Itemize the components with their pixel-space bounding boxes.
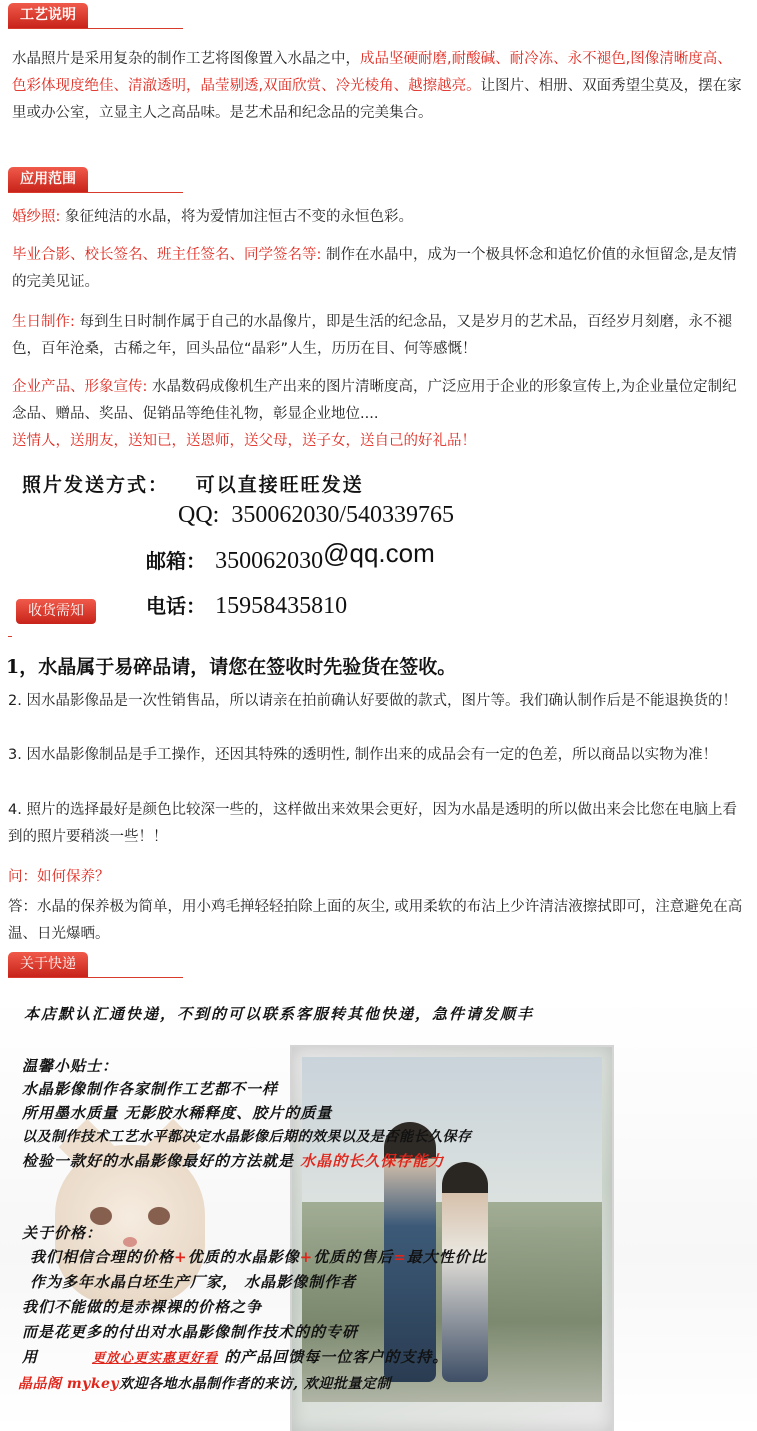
usage-divider [8, 192, 183, 193]
price-line-1 [30, 1246, 487, 1267]
express-tab: 关于快递 [8, 952, 88, 977]
tips-line: 水晶影像制作各家制作工艺都不一样 [22, 1080, 279, 1098]
mail-domain: @qq.com [323, 538, 435, 568]
qq-value: 350062030/540339765 [231, 502, 455, 528]
phone-label: 电话： [146, 594, 206, 618]
care-answer: 答：水晶的保养极为简单，用小鸡毛掸轻轻拍除上面的灰尘, 或用柔软的布沾上少许清洁液擦拭即可，注意避免在高温、日光爆晒。 [8, 899, 743, 942]
price-part: 我们相信合理的价格 [30, 1248, 175, 1266]
qq-row [178, 502, 454, 529]
notice-item-4: 4. 照片的选择最好是颜色比较深一些的，这样做出来效果会更好，因为水晶是透明的所以做出来会比您在电脑上看到的照片要稍淡一些！！ [8, 802, 737, 845]
notice-divider [8, 636, 12, 637]
price-plus: + [174, 1248, 188, 1266]
photo-person-woman [442, 1162, 488, 1382]
notice-section-header [16, 598, 96, 624]
notice-item-3: 3. 因水晶影像制品是手工操作，还因其特殊的透明性, 制作出来的成品会有一定的色差，所以商品以实物为准！ [8, 747, 718, 763]
tips-line: 所用墨水质量 无影胶水稀释度、胶片的质量 [22, 1104, 333, 1122]
usage-item-enterprise [12, 374, 743, 428]
mail-row [146, 538, 435, 575]
notice-item-2: 2. 因水晶影像品是一次性销售品，所以请亲在拍前确认好要做的款式，图片等。我们确认制作后是不能退换货的！ [8, 693, 737, 709]
craft-paragraph [12, 46, 743, 127]
usage-label: 生日制作: [12, 314, 75, 330]
use-red: 更放心更实惠更好看 [92, 1351, 219, 1366]
price-plus: + [299, 1248, 314, 1266]
price-line: 我们不能做的是赤裸裸的价格之争 [22, 1298, 263, 1316]
express-section-header [8, 951, 88, 977]
usage-text: 水晶数码成像机生产出来的图片清晰度高，广泛应用于企业的形象宣传上,为企业量位定制纪念品、赠品、奖品、促销品等绝佳礼物，彰显企业地位.... [12, 379, 737, 422]
tips-line: 以及制作技术工艺水平都决定水晶影像后期的效果以及是否能长久保存 [22, 1129, 472, 1145]
usage-item-birthday [12, 309, 743, 363]
usage-text: 象征纯洁的水晶，将为爱情加注恒古不变的永恒色彩。 [60, 209, 413, 225]
express-divider [8, 977, 183, 978]
price-line: 而是花更多的付出对水晶影像制作技术的的专研 [22, 1323, 359, 1341]
craft-tab: 工艺说明 [8, 3, 88, 28]
craft-divider [8, 28, 183, 29]
usage-section-header [8, 166, 88, 192]
craft-text-black: 水晶照片是采用复杂的制作工艺将图像置入水晶之中， [12, 51, 360, 67]
notice-item-1: 1，水晶属于易碎品请，请您在签收时先验货在签收。 [6, 656, 457, 678]
mail-label: 邮箱： [146, 549, 206, 573]
usage-label: 毕业合影、校长签名、班主任签名、同学签名等: [12, 247, 322, 263]
tips-last-line [22, 1150, 444, 1171]
brand-black: 欢迎各地水晶制作者的来访, 欢迎批量定制 [119, 1376, 391, 1392]
price-title: 关于价格： [22, 1224, 103, 1242]
usage-text: 每到生日时制作属于自己的水晶像片，即是生活的纪念品，又是岁月的艺术品，百经岁月刻磨，永不褪色，百年沧桑，古稀之年，回头品位“晶彩”人生，历历在目、何等感慨！ [12, 314, 732, 357]
qq-label: QQ: [178, 502, 220, 528]
usage-label: 企业产品、形象宣传: [12, 379, 148, 395]
usage-text: 制作在水晶中，成为一个极具怀念和追忆价值的永恒留念,是友情的完美见证。 [12, 247, 737, 290]
price-part: 优质的水晶影像 [187, 1248, 300, 1266]
brand-red: 晶品阁 mykey [18, 1376, 120, 1392]
tips-last-red: 水晶的长久保存能力 [300, 1152, 445, 1170]
price-part: 优质的售后 [313, 1248, 394, 1266]
phone-value: 15958435810 [215, 593, 348, 619]
use-prefix: 用 [22, 1348, 39, 1366]
care-question: 问：如何保养？ [8, 869, 110, 885]
express-default-line: 本店默认汇通快递，不到的可以联系客服转其他快递，急件请发顺丰 [24, 1005, 535, 1023]
mail-value: 350062030 [215, 548, 324, 574]
send-method-label: 照片发送方式： [22, 474, 170, 496]
craft-text-tail: 让图片、相册、双面秀望尘莫及，摆在家里或办公室，立显主人之高品味。是艺术品和纪念品的完美集合。 [12, 78, 742, 121]
usage-item-graduation [12, 242, 743, 296]
usage-item-wedding [12, 204, 743, 231]
usage-tab: 应用范围 [8, 167, 88, 192]
cat-eye-right [148, 1207, 170, 1225]
use-suffix: 的产品回馈每一位客户的支持。 [218, 1348, 449, 1366]
notice-tab: 收货需知 [16, 599, 96, 624]
send-method-value: 可以直接旺旺发送 [195, 474, 364, 496]
phone-row [146, 590, 347, 620]
craft-text-red: 成品坚硬耐磨,耐酸碱、耐冷冻、永不褪色,图像清晰度高、色彩体现度绝佳、清澈透明，晶莹剔透,双面欣赏、冷光棱角、越擦越亮。 [12, 51, 732, 94]
send-method-row [22, 470, 364, 497]
price-equals: = [393, 1248, 407, 1266]
brand-line [18, 1373, 391, 1393]
use-line [22, 1346, 448, 1367]
price-part: 最大性价比 [406, 1248, 487, 1266]
tips-last-black: 检验一款好的水晶影像最好的方法就是 [22, 1152, 301, 1170]
price-line: 作为多年水晶白坯生产厂家， 水晶影像制作者 [30, 1273, 357, 1291]
craft-section-header [8, 2, 88, 28]
gift-line: 送情人，送朋友，送知已，送恩师，送父母，送子女，送自己的好礼品！ [12, 433, 476, 449]
usage-label: 婚纱照: [12, 209, 61, 225]
tips-title: 温馨小贴士： [22, 1057, 119, 1075]
